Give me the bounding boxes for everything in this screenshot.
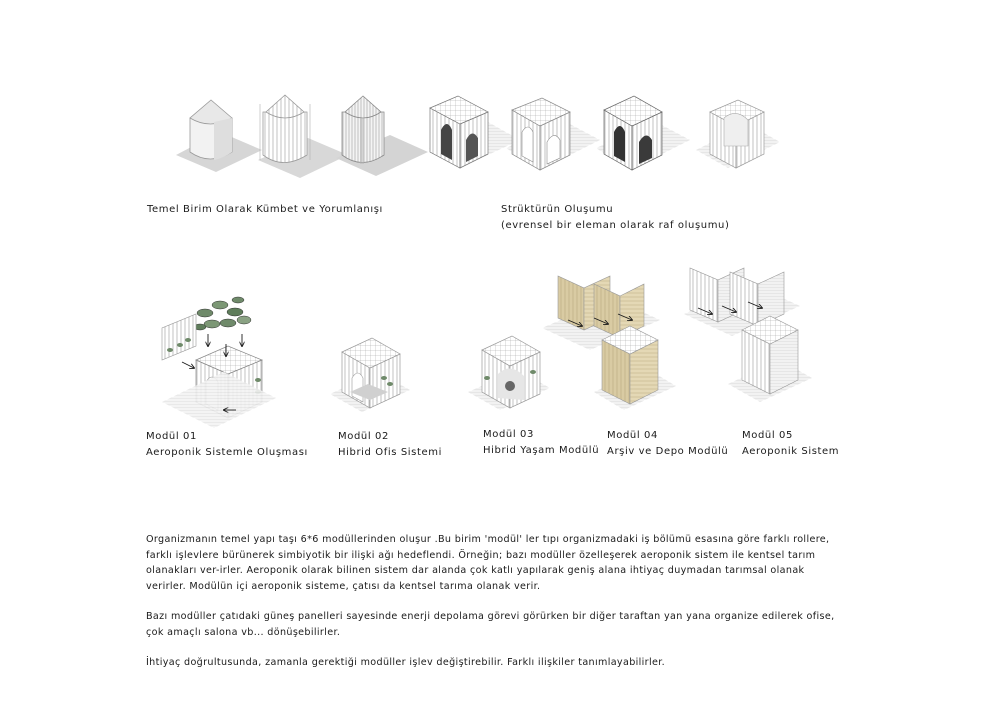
module-01-diagram xyxy=(162,297,276,428)
caption-structure xyxy=(501,202,730,234)
module-02-diagram xyxy=(330,338,410,412)
module-05-number: Modül 05 xyxy=(742,430,793,441)
module-05-caption xyxy=(742,428,839,460)
frame-stage-2 xyxy=(506,98,600,170)
module-02-name: Hibrid Ofis Sistemi xyxy=(338,447,442,458)
kumbet-solid xyxy=(176,100,262,172)
kumbet-lined xyxy=(258,95,348,178)
kumbet-sliced xyxy=(336,96,428,176)
module-04-name: Arşiv ve Depo Modülü xyxy=(607,446,729,457)
frame-stage-4 xyxy=(696,100,780,168)
module-03-number: Modül 03 xyxy=(483,429,534,440)
plant-cluster xyxy=(194,297,251,330)
paragraph-2: Bazı modüller çatıdaki güneş panelleri sayesinde enerji depolama görevi görürken bir diğer taraftan yan yana organize edilerek ofise, çok amaçlı salona vb... dönüşebilirler. xyxy=(146,611,835,638)
frame-stage-3 xyxy=(596,96,690,170)
caption-kumbet: Temel Birim Olarak Kümbet ve Yorumlanışı xyxy=(147,204,383,215)
module-03-name: Hibrid Yaşam Modülü xyxy=(483,445,600,456)
caption-structure-subtitle: (evrensel bir eleman olarak raf oluşumu) xyxy=(501,220,730,231)
module-04-diagram xyxy=(542,276,676,410)
module-05-diagram xyxy=(684,268,812,402)
module-05-name: Aeroponik Sistem xyxy=(742,446,840,457)
caption-structure-title: Strüktürün Oluşumu xyxy=(501,204,614,215)
module-01-number: Modül 01 xyxy=(146,431,197,442)
module-03-diagram xyxy=(468,336,550,410)
module-02-caption xyxy=(338,429,442,461)
paragraph-3: İhtiyaç doğrultusunda, zamanla gerektiği modüller işlev değiştirebilir. Farklı ilişkiler tanımlayabilirler. xyxy=(146,657,666,668)
module-03-caption xyxy=(483,427,599,459)
module-04-number: Modül 04 xyxy=(607,430,658,441)
module-04-caption xyxy=(607,428,728,460)
frame-stage-1 xyxy=(428,96,520,168)
module-02-number: Modül 02 xyxy=(338,431,389,442)
paragraph-1: Organizmanın temel yapı taşı 6*6 modüllerinden oluşur .Bu birim 'modül' ler tıpı organizmadaki iş bölümü esasına göre farklı rollere, farklı işlevlere bürünerek simbiyotik bir ilişki ağı hedeflendi. Örneğin; bazı modüller özelleşerek aeroponik sistem ile kentsel tarım olanakları ver-irler. Aeroponik olarak bilinen sistem dar alanda çok katlı yapılarak geniş alana ihtiyaç duymadan tarımsal olanak verirler. Modülün içi aeroponik sisteme, çatısı da kentsel tarıma olanak verir. xyxy=(146,534,830,592)
module-01-caption xyxy=(146,429,308,461)
module-01-name: Aeroponik Sistemle Oluşması xyxy=(146,447,308,458)
